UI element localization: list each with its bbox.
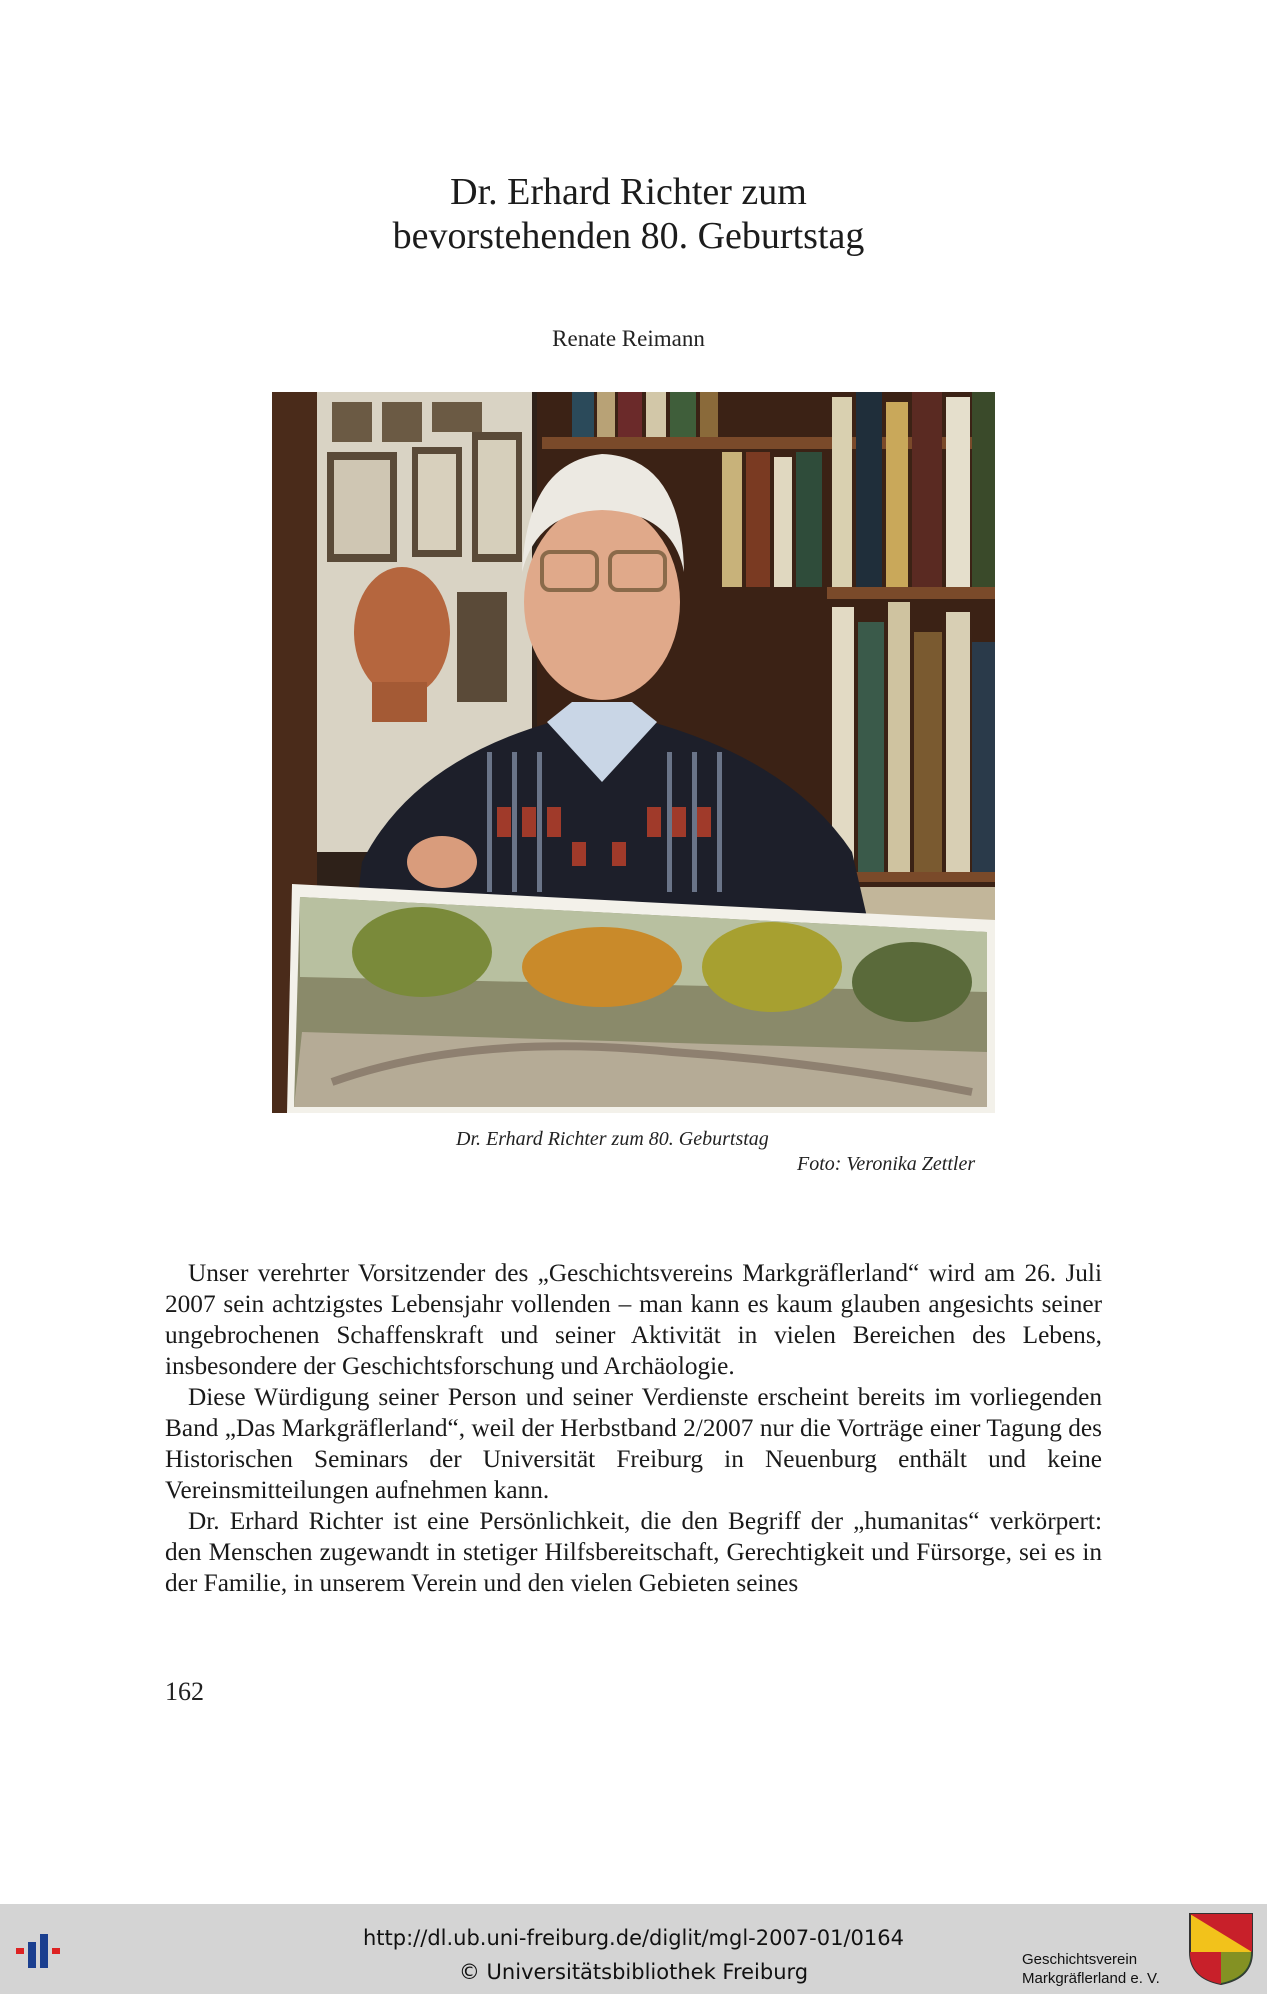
- article-author: Renate Reimann: [552, 326, 705, 351]
- figure-credit: Foto: Veronika Zettler: [797, 1153, 976, 1175]
- article-body: [165, 1258, 1102, 1599]
- society-name-line-1: Geschichtsverein: [1022, 1951, 1138, 1968]
- society-name: [1022, 1950, 1160, 1988]
- society-crest-icon: [1188, 1912, 1254, 1986]
- portrait-photo: [272, 392, 995, 1113]
- paragraph-2: Diese Würdigung seiner Person und seiner Verdienste erscheint bereits im vorliegenden Band „Das Markgräflerland“, weil der Herbstband 2/2007 nur die Vorträge einer Tagung des Historischen Seminars der Universität Freiburg in Neuenburg enthält und keine Vereinsmitteilungen aufnehmen kann.: [165, 1383, 1102, 1504]
- page-number: 162: [165, 1677, 204, 1706]
- footer-copyright: © Universitätsbibliothek Freiburg: [458, 1960, 809, 1984]
- figure-caption: Dr. Erhard Richter zum 80. Geburtstag: [456, 1128, 769, 1150]
- article-title: [0, 170, 1257, 258]
- paragraph-3: Dr. Erhard Richter ist eine Persönlichkeit, die den Begriff der „humanitas“ verkörpert: den Menschen zugewandt in stetiger Hilfsbereitschaft, Gerechtigkeit und Fürsorge, sei es in der Familie, in unserem Verein und den vielen Gebieten seines: [165, 1507, 1102, 1597]
- paragraph-1: Unser verehrter Vorsitzender des „Geschichtsvereins Markgräflerland“ wird am 26. Juli 2007 sein achtzigstes Lebensjahr vollenden – man kann es kaum glauben angesichts seiner ungebrochenen Schaffenskraft und seiner Aktivität in vielen Bereichen des Lebens, insbesondere der Geschichtsforschung und Archäologie.: [165, 1259, 1102, 1380]
- article-title-line-1: Dr. Erhard Richter zum: [450, 171, 807, 213]
- footer-url-link[interactable]: http://dl.ub.uni-freiburg.de/diglit/mgl-2007-01/0164: [362, 1926, 904, 1950]
- society-name-line-2: Markgräflerland e. V.: [1022, 1970, 1160, 1987]
- article-title-line-2: bevorstehenden 80. Geburtstag: [392, 215, 865, 257]
- footer-bar: [0, 1904, 1267, 1994]
